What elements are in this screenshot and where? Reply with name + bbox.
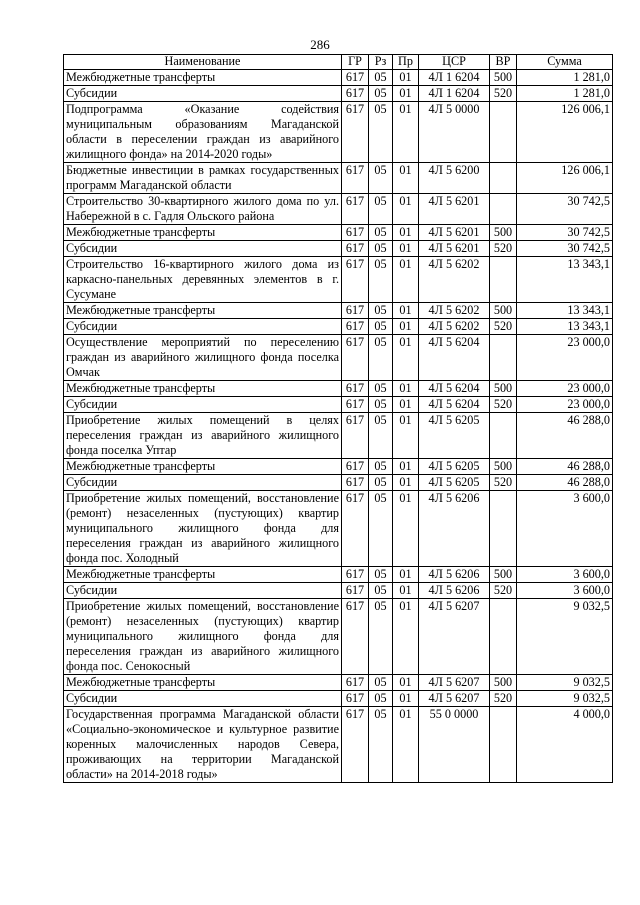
cell-name: Субсидии: [64, 86, 342, 102]
header-gr: ГР: [342, 55, 369, 70]
table-row: [64, 567, 613, 583]
cell-rz: 05: [369, 225, 393, 241]
cell-rz: 05: [369, 397, 393, 413]
cell-csr: 4Л 1 6204: [419, 86, 490, 102]
cell-rz: 05: [369, 675, 393, 691]
cell-sum: 23 000,0: [517, 397, 613, 413]
table-row: [64, 70, 613, 86]
cell-pr: 01: [393, 599, 419, 675]
cell-sum: 13 343,1: [517, 319, 613, 335]
cell-pr: 01: [393, 707, 419, 783]
cell-csr: 4Л 5 6204: [419, 335, 490, 381]
cell-gr: 617: [342, 691, 369, 707]
cell-pr: 01: [393, 475, 419, 491]
cell-csr: 4Л 5 6205: [419, 413, 490, 459]
cell-name: Строительство 30-квартирного жилого дома по ул. Набережной в с. Гадля Ольского района: [64, 194, 342, 225]
cell-vr: 500: [490, 675, 517, 691]
cell-csr: 4Л 5 6201: [419, 194, 490, 225]
table-row: [64, 691, 613, 707]
table-row: [64, 194, 613, 225]
header-csr: ЦСР: [419, 55, 490, 70]
cell-gr: 617: [342, 319, 369, 335]
cell-pr: 01: [393, 303, 419, 319]
cell-sum: 126 006,1: [517, 163, 613, 194]
cell-csr: 4Л 5 6207: [419, 599, 490, 675]
cell-pr: 01: [393, 70, 419, 86]
cell-pr: 01: [393, 675, 419, 691]
cell-gr: 617: [342, 491, 369, 567]
cell-gr: 617: [342, 475, 369, 491]
table-row: [64, 413, 613, 459]
cell-gr: 617: [342, 599, 369, 675]
cell-pr: 01: [393, 102, 419, 163]
cell-sum: 126 006,1: [517, 102, 613, 163]
table-row: [64, 102, 613, 163]
cell-name: Приобретение жилых помещений, восстановление (ремонт) незаселенных (пустующих) квартир муниципального жилищного фонда для переселения граждан из аварийного жилищного фонда пос. Холодный: [64, 491, 342, 567]
cell-name: Межбюджетные трансферты: [64, 459, 342, 475]
cell-name: Государственная программа Магаданской области «Социально-экономическое и культурное развитие коренных малочисленных народов Севера, проживающих на территории Магаданской области» на 2014-2018 годы»: [64, 707, 342, 783]
cell-rz: 05: [369, 194, 393, 225]
cell-vr: [490, 194, 517, 225]
cell-name: Межбюджетные трансферты: [64, 675, 342, 691]
cell-name: Подпрограмма «Оказание содействия муниципальным образованиям Магаданской области в переселении граждан из аварийного жилищного фонда» на 2014-2020 годы»: [64, 102, 342, 163]
cell-vr: [490, 599, 517, 675]
cell-vr: [490, 163, 517, 194]
cell-name: Межбюджетные трансферты: [64, 70, 342, 86]
header-pr: Пр: [393, 55, 419, 70]
table-row: [64, 241, 613, 257]
cell-name: Приобретение жилых помещений, восстановление (ремонт) незаселенных (пустующих) квартир муниципального жилищного фонда для переселения граждан из аварийного жилищного фонда пос. Сенокосный: [64, 599, 342, 675]
cell-name: Субсидии: [64, 241, 342, 257]
cell-name: Межбюджетные трансферты: [64, 225, 342, 241]
cell-csr: 4Л 5 6206: [419, 583, 490, 599]
cell-csr: 4Л 5 6207: [419, 675, 490, 691]
cell-vr: [490, 335, 517, 381]
cell-gr: 617: [342, 303, 369, 319]
cell-sum: 1 281,0: [517, 86, 613, 102]
cell-csr: 4Л 5 0000: [419, 102, 490, 163]
cell-sum: 30 742,5: [517, 241, 613, 257]
header-sum: Сумма: [517, 55, 613, 70]
table-row: [64, 257, 613, 303]
cell-pr: 01: [393, 163, 419, 194]
cell-csr: 55 0 0000: [419, 707, 490, 783]
header-rz: Рз: [369, 55, 393, 70]
cell-csr: 4Л 5 6201: [419, 241, 490, 257]
cell-rz: 05: [369, 381, 393, 397]
cell-sum: 13 343,1: [517, 257, 613, 303]
cell-name: Межбюджетные трансферты: [64, 303, 342, 319]
cell-vr: 520: [490, 397, 517, 413]
cell-gr: 617: [342, 459, 369, 475]
cell-gr: 617: [342, 381, 369, 397]
table-row: [64, 303, 613, 319]
cell-pr: 01: [393, 241, 419, 257]
cell-rz: 05: [369, 163, 393, 194]
cell-rz: 05: [369, 319, 393, 335]
cell-sum: 9 032,5: [517, 599, 613, 675]
cell-rz: 05: [369, 335, 393, 381]
cell-csr: 4Л 1 6204: [419, 70, 490, 86]
cell-vr: 500: [490, 567, 517, 583]
cell-name: Осуществление мероприятий по переселению граждан из аварийного жилищного фонда поселка Омчак: [64, 335, 342, 381]
cell-pr: 01: [393, 381, 419, 397]
cell-vr: 500: [490, 303, 517, 319]
cell-name: Приобретение жилых помещений в целях переселения граждан из аварийного жилищного фонда поселка Уптар: [64, 413, 342, 459]
cell-vr: 500: [490, 381, 517, 397]
cell-vr: [490, 413, 517, 459]
cell-gr: 617: [342, 163, 369, 194]
cell-vr: 500: [490, 459, 517, 475]
cell-rz: 05: [369, 475, 393, 491]
cell-gr: 617: [342, 241, 369, 257]
cell-gr: 617: [342, 397, 369, 413]
cell-rz: 05: [369, 459, 393, 475]
cell-csr: 4Л 5 6200: [419, 163, 490, 194]
table-row: [64, 86, 613, 102]
cell-gr: 617: [342, 102, 369, 163]
cell-vr: 520: [490, 691, 517, 707]
header-row: [64, 55, 613, 70]
cell-csr: 4Л 5 6204: [419, 381, 490, 397]
cell-pr: 01: [393, 86, 419, 102]
cell-sum: 9 032,5: [517, 675, 613, 691]
table-row: [64, 225, 613, 241]
cell-pr: 01: [393, 257, 419, 303]
cell-gr: 617: [342, 225, 369, 241]
cell-sum: 30 742,5: [517, 225, 613, 241]
cell-rz: 05: [369, 70, 393, 86]
cell-sum: 3 600,0: [517, 583, 613, 599]
cell-name: Межбюджетные трансферты: [64, 567, 342, 583]
cell-rz: 05: [369, 303, 393, 319]
cell-sum: 23 000,0: [517, 335, 613, 381]
cell-pr: 01: [393, 583, 419, 599]
table-row: [64, 675, 613, 691]
cell-gr: 617: [342, 707, 369, 783]
cell-rz: 05: [369, 691, 393, 707]
cell-gr: 617: [342, 583, 369, 599]
cell-vr: [490, 491, 517, 567]
cell-vr: [490, 257, 517, 303]
cell-name: Субсидии: [64, 583, 342, 599]
table-row: [64, 459, 613, 475]
cell-csr: 4Л 5 6202: [419, 303, 490, 319]
cell-gr: 617: [342, 194, 369, 225]
cell-csr: 4Л 5 6204: [419, 397, 490, 413]
header-name: Наименование: [64, 55, 342, 70]
table-row: [64, 381, 613, 397]
cell-pr: 01: [393, 691, 419, 707]
header-vr: ВР: [490, 55, 517, 70]
cell-csr: 4Л 5 6206: [419, 491, 490, 567]
cell-sum: 1 281,0: [517, 70, 613, 86]
cell-sum: 46 288,0: [517, 475, 613, 491]
cell-pr: 01: [393, 413, 419, 459]
table-row: [64, 163, 613, 194]
cell-rz: 05: [369, 567, 393, 583]
cell-rz: 05: [369, 491, 393, 567]
cell-gr: 617: [342, 86, 369, 102]
cell-vr: 500: [490, 225, 517, 241]
cell-csr: 4Л 5 6202: [419, 257, 490, 303]
cell-gr: 617: [342, 70, 369, 86]
table-row: [64, 599, 613, 675]
cell-pr: 01: [393, 335, 419, 381]
cell-vr: 520: [490, 319, 517, 335]
cell-vr: [490, 707, 517, 783]
cell-csr: 4Л 5 6207: [419, 691, 490, 707]
cell-name: Бюджетные инвестиции в рамках государственных программ Магаданской области: [64, 163, 342, 194]
cell-sum: 46 288,0: [517, 459, 613, 475]
cell-rz: 05: [369, 413, 393, 459]
cell-gr: 617: [342, 675, 369, 691]
table-row: [64, 319, 613, 335]
table-row: [64, 491, 613, 567]
cell-rz: 05: [369, 86, 393, 102]
cell-vr: 520: [490, 241, 517, 257]
cell-rz: 05: [369, 241, 393, 257]
cell-rz: 05: [369, 102, 393, 163]
cell-vr: 500: [490, 70, 517, 86]
cell-rz: 05: [369, 583, 393, 599]
table-row: [64, 583, 613, 599]
cell-name: Субсидии: [64, 397, 342, 413]
cell-pr: 01: [393, 567, 419, 583]
cell-vr: 520: [490, 86, 517, 102]
cell-pr: 01: [393, 319, 419, 335]
cell-name: Субсидии: [64, 475, 342, 491]
cell-sum: 13 343,1: [517, 303, 613, 319]
cell-csr: 4Л 5 6205: [419, 475, 490, 491]
cell-rz: 05: [369, 599, 393, 675]
cell-pr: 01: [393, 194, 419, 225]
cell-sum: 3 600,0: [517, 567, 613, 583]
cell-name: Субсидии: [64, 691, 342, 707]
cell-vr: 520: [490, 583, 517, 599]
cell-name: Межбюджетные трансферты: [64, 381, 342, 397]
cell-vr: 520: [490, 475, 517, 491]
cell-csr: 4Л 5 6202: [419, 319, 490, 335]
cell-name: Субсидии: [64, 319, 342, 335]
table-row: [64, 335, 613, 381]
cell-pr: 01: [393, 459, 419, 475]
cell-csr: 4Л 5 6206: [419, 567, 490, 583]
page-number: 286: [310, 37, 330, 52]
cell-sum: 9 032,5: [517, 691, 613, 707]
table-row: [64, 475, 613, 491]
table-row: [64, 707, 613, 783]
cell-pr: 01: [393, 397, 419, 413]
cell-gr: 617: [342, 257, 369, 303]
cell-sum: 46 288,0: [517, 413, 613, 459]
cell-csr: 4Л 5 6205: [419, 459, 490, 475]
cell-pr: 01: [393, 491, 419, 567]
cell-sum: 4 000,0: [517, 707, 613, 783]
cell-sum: 23 000,0: [517, 381, 613, 397]
cell-csr: 4Л 5 6201: [419, 225, 490, 241]
cell-rz: 05: [369, 707, 393, 783]
cell-sum: 3 600,0: [517, 491, 613, 567]
budget-table: [63, 54, 613, 783]
cell-pr: 01: [393, 225, 419, 241]
table-row: [64, 397, 613, 413]
cell-gr: 617: [342, 567, 369, 583]
cell-gr: 617: [342, 413, 369, 459]
cell-gr: 617: [342, 335, 369, 381]
cell-name: Строительство 16-квартирного жилого дома из каркасно-панельных деревянных элементов в г. Сусумане: [64, 257, 342, 303]
cell-vr: [490, 102, 517, 163]
cell-sum: 30 742,5: [517, 194, 613, 225]
cell-rz: 05: [369, 257, 393, 303]
